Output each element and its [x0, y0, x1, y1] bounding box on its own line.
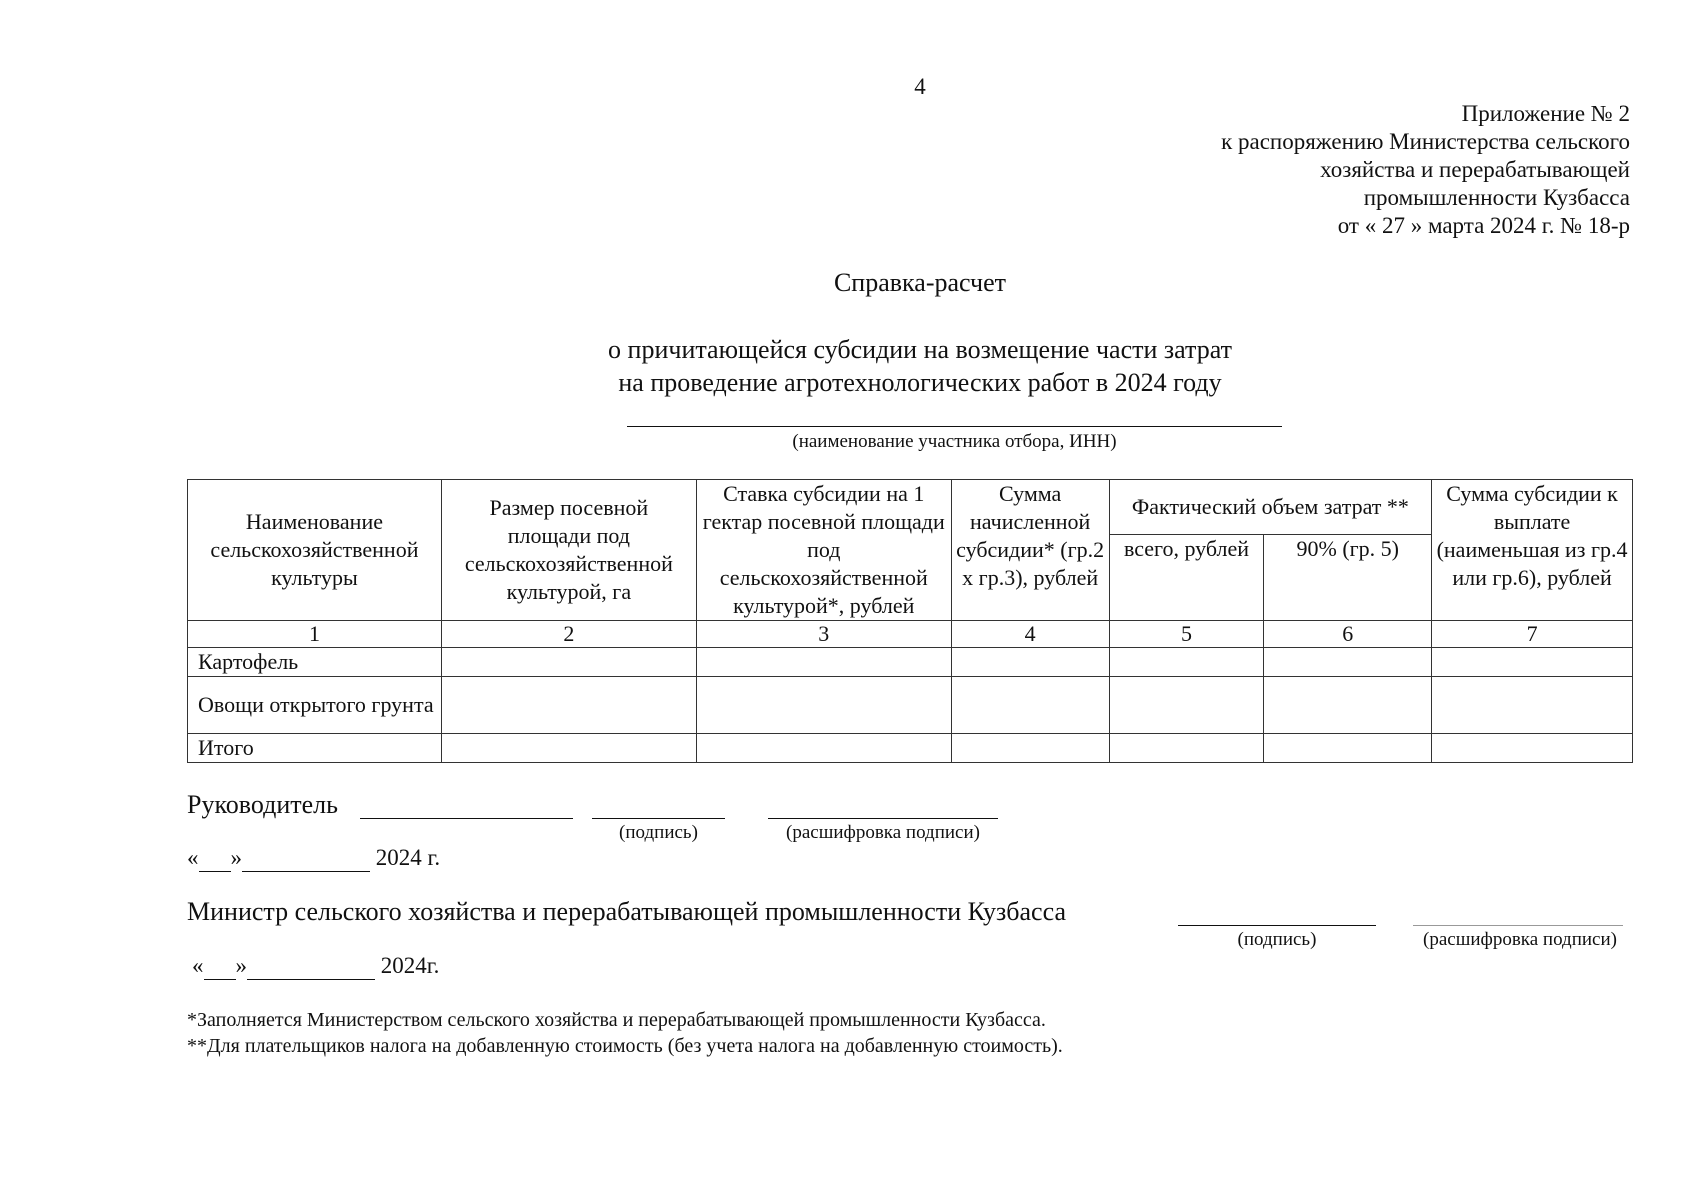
column-number: 7	[1432, 621, 1633, 648]
date-open-quote: «	[187, 845, 199, 870]
date-year: 2024г.	[380, 953, 440, 978]
header-actual-costs: Фактический объем затрат **	[1109, 480, 1432, 535]
column-number: 2	[441, 621, 696, 648]
minister-signature-caption: (подпись)	[1237, 929, 1317, 950]
footnotes	[187, 1007, 1063, 1059]
header-accrued-subsidy: Сумма начисленной субсидии* (гр.2 х гр.3), рублей	[951, 480, 1109, 621]
table-cell[interactable]	[441, 677, 696, 734]
header-total-costs: всего, рублей	[1109, 535, 1264, 621]
table-cell[interactable]	[696, 677, 951, 734]
header-90-percent: 90% (гр. 5)	[1264, 535, 1432, 621]
appendix-line: к распоряжению Министерства сельского	[1221, 129, 1630, 154]
table-cell[interactable]	[1109, 734, 1264, 763]
page-number: 4	[914, 74, 926, 99]
row-total-label: Итого	[188, 734, 442, 763]
head-blank-line[interactable]	[360, 818, 573, 819]
participant-name-field[interactable]	[627, 426, 1282, 427]
table-cell[interactable]	[696, 734, 951, 763]
minister-signature-field[interactable]	[1178, 925, 1376, 926]
subsidy-table	[187, 479, 1633, 763]
head-signature-field[interactable]	[592, 818, 725, 819]
column-number: 3	[696, 621, 951, 648]
table-cell[interactable]	[696, 648, 951, 677]
head-month-field[interactable]	[242, 845, 370, 872]
date-open-quote: «	[192, 953, 204, 978]
table-row	[188, 648, 1633, 677]
participant-caption: (наименование участника отбора, ИНН)	[792, 431, 1117, 452]
minister-date-line	[192, 953, 439, 980]
table-cell[interactable]	[1432, 677, 1633, 734]
date-year: 2024 г.	[375, 845, 441, 870]
date-close-quote: »	[230, 845, 242, 870]
header-area: Размер посевной площади под сельскохозяйственной культурой, га	[441, 480, 696, 621]
row-crop-name: Картофель	[188, 648, 442, 677]
table-cell[interactable]	[441, 734, 696, 763]
minister-month-field[interactable]	[247, 953, 375, 980]
table-cell[interactable]	[1109, 648, 1264, 677]
subtitle-line: о причитающейся субсидии на возмещение части затрат	[608, 335, 1232, 364]
minister-day-field[interactable]	[204, 953, 236, 980]
column-number: 6	[1264, 621, 1432, 648]
column-number: 4	[951, 621, 1109, 648]
date-close-quote: »	[235, 953, 247, 978]
minister-decode-caption: (расшифровка подписи)	[1423, 929, 1617, 950]
table-row	[188, 677, 1633, 734]
table-cell[interactable]	[1432, 734, 1633, 763]
table-cell[interactable]	[951, 734, 1109, 763]
footnote-2: **Для плательщиков налога на добавленную стоимость (без учета налога на добавленную стоимость).	[187, 1035, 1063, 1057]
column-number: 5	[1109, 621, 1264, 648]
document-subtitle	[0, 333, 1697, 399]
appendix-line: от « 27 » марта 2024 г. № 18-р	[1337, 213, 1630, 238]
head-decode-field[interactable]	[768, 818, 998, 819]
table-cell[interactable]	[441, 648, 696, 677]
minister-decode-field[interactable]	[1413, 925, 1623, 926]
head-label: Руководитель	[187, 790, 338, 819]
header-rate: Ставка субсидии на 1 гектар посевной площади под сельскохозяйственной культурой*, рублей	[696, 480, 951, 621]
head-decode-caption: (расшифровка подписи)	[786, 822, 980, 843]
table-row	[188, 734, 1633, 763]
subtitle-line: на проведение агротехнологических работ в 2024 году	[618, 368, 1222, 397]
table-cell[interactable]	[1264, 734, 1432, 763]
header-payout: Сумма субсидии к выплате (наименьшая из гр.4 или гр.6), рублей	[1432, 480, 1633, 621]
column-number: 1	[188, 621, 442, 648]
table-cell[interactable]	[1109, 677, 1264, 734]
table-cell[interactable]	[1432, 648, 1633, 677]
appendix-line: промышленности Кузбасса	[1363, 185, 1630, 210]
head-date-line	[187, 845, 440, 872]
appendix-line: Приложение № 2	[1461, 101, 1630, 126]
appendix-header	[1221, 100, 1630, 240]
header-crop-name: Наименование сельскохозяйственной культуры	[188, 480, 442, 621]
head-signature-caption: (подпись)	[619, 822, 698, 843]
table-cell[interactable]	[951, 677, 1109, 734]
table-cell[interactable]	[1264, 677, 1432, 734]
appendix-line: хозяйства и перерабатывающей	[1320, 157, 1630, 182]
minister-label: Министр сельского хозяйства и перерабатывающей промышленности Кузбасса	[187, 897, 1066, 926]
head-day-field[interactable]	[199, 845, 231, 872]
footnote-1: *Заполняется Министерством сельского хозяйства и перерабатывающей промышленности Кузбасса.	[187, 1009, 1046, 1031]
table-cell[interactable]	[951, 648, 1109, 677]
table-cell[interactable]	[1264, 648, 1432, 677]
document-title: Справка-расчет	[833, 268, 1007, 297]
row-crop-name: Овощи открытого грунта	[188, 677, 442, 734]
